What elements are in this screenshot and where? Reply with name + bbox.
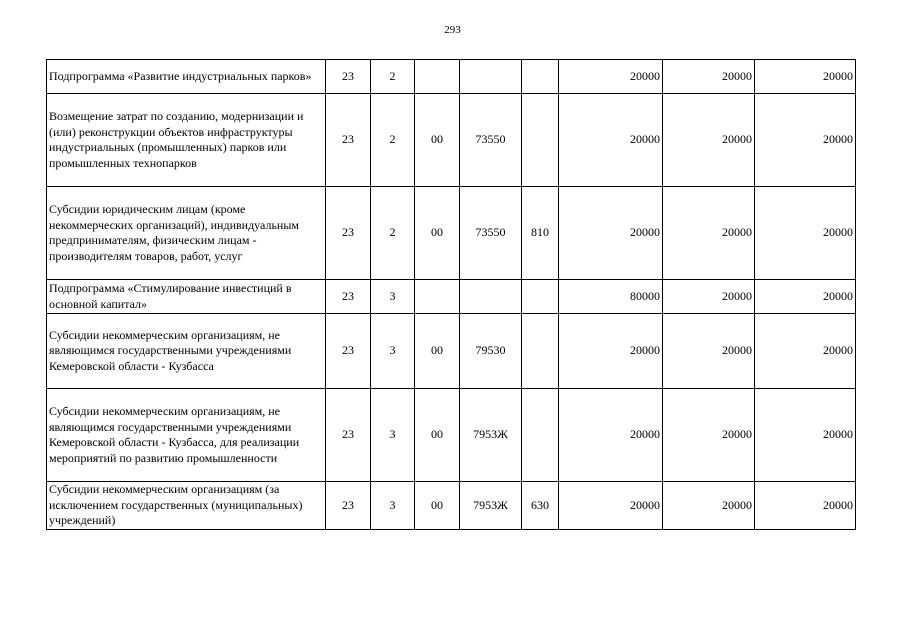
value-1-cell: 20000 xyxy=(559,60,663,94)
value-3-cell: 20000 xyxy=(755,482,856,530)
code-5-cell: 810 xyxy=(522,187,559,280)
value-1-cell: 20000 xyxy=(559,389,663,482)
value-1-cell: 20000 xyxy=(559,187,663,280)
table-row xyxy=(47,94,856,187)
code-2-cell: 3 xyxy=(371,314,415,389)
code-5-cell: 630 xyxy=(522,482,559,530)
code-4-cell: 7953Ж xyxy=(460,389,522,482)
table-row xyxy=(47,187,856,280)
value-1-cell: 20000 xyxy=(559,482,663,530)
row-name: Субсидии некоммерческим организациям (за исключением государственных (муниципальных) учреждений) xyxy=(47,482,326,530)
value-3-cell: 20000 xyxy=(755,94,856,187)
value-2-cell: 20000 xyxy=(663,389,755,482)
code-4-cell: 73550 xyxy=(460,94,522,187)
code-3-cell xyxy=(415,60,460,94)
table-row xyxy=(47,280,856,314)
code-5-cell xyxy=(522,314,559,389)
code-3-cell: 00 xyxy=(415,389,460,482)
code-1-cell: 23 xyxy=(326,60,371,94)
code-1-cell: 23 xyxy=(326,280,371,314)
code-5-cell xyxy=(522,94,559,187)
row-name: Подпрограмма «Развитие индустриальных парков» xyxy=(47,60,326,94)
value-3-cell: 20000 xyxy=(755,60,856,94)
value-1-cell: 20000 xyxy=(559,94,663,187)
code-5-cell xyxy=(522,60,559,94)
code-1-cell: 23 xyxy=(326,482,371,530)
value-2-cell: 20000 xyxy=(663,60,755,94)
value-3-cell: 20000 xyxy=(755,280,856,314)
code-2-cell: 2 xyxy=(371,187,415,280)
row-name: Субсидии некоммерческим организациям, не являющимся государственными учреждениями Кемеровской области - Кузбасса xyxy=(47,314,326,389)
row-name: Подпрограмма «Стимулирование инвестиций в основной капитал» xyxy=(47,280,326,314)
code-3-cell: 00 xyxy=(415,187,460,280)
value-2-cell: 20000 xyxy=(663,280,755,314)
value-3-cell: 20000 xyxy=(755,187,856,280)
table-row xyxy=(47,482,856,530)
code-3-cell: 00 xyxy=(415,482,460,530)
value-3-cell: 20000 xyxy=(755,389,856,482)
table-row xyxy=(47,389,856,482)
code-1-cell: 23 xyxy=(326,314,371,389)
code-2-cell: 3 xyxy=(371,280,415,314)
code-5-cell xyxy=(522,389,559,482)
code-1-cell: 23 xyxy=(326,94,371,187)
code-2-cell: 3 xyxy=(371,482,415,530)
value-1-cell: 20000 xyxy=(559,314,663,389)
code-1-cell: 23 xyxy=(326,389,371,482)
value-3-cell: 20000 xyxy=(755,314,856,389)
value-2-cell: 20000 xyxy=(663,187,755,280)
row-name: Возмещение затрат по созданию, модернизации и (или) реконструкции объектов инфраструктуры индустриальных (промышленных) парков или промышленных технопарков xyxy=(47,94,326,187)
code-5-cell xyxy=(522,280,559,314)
code-4-cell: 73550 xyxy=(460,187,522,280)
table-row xyxy=(47,60,856,94)
value-2-cell: 20000 xyxy=(663,314,755,389)
code-2-cell: 2 xyxy=(371,60,415,94)
code-1-cell: 23 xyxy=(326,187,371,280)
code-3-cell: 00 xyxy=(415,314,460,389)
code-2-cell: 2 xyxy=(371,94,415,187)
code-4-cell xyxy=(460,60,522,94)
code-3-cell xyxy=(415,280,460,314)
value-2-cell: 20000 xyxy=(663,482,755,530)
page-number: 293 xyxy=(444,24,461,36)
table-row xyxy=(47,314,856,389)
row-name: Субсидии юридическим лицам (кроме некоммерческих организаций), индивидуальным предпринимателям, физическим лицам - производителям товаров, работ, услуг xyxy=(47,187,326,280)
code-4-cell xyxy=(460,280,522,314)
code-4-cell: 79530 xyxy=(460,314,522,389)
code-3-cell: 00 xyxy=(415,94,460,187)
value-2-cell: 20000 xyxy=(663,94,755,187)
code-4-cell: 7953Ж xyxy=(460,482,522,530)
row-name: Субсидии некоммерческим организациям, не являющимся государственными учреждениями Кемеровской области - Кузбасса, для реализации мероприятий по развитию промышленности xyxy=(47,389,326,482)
code-2-cell: 3 xyxy=(371,389,415,482)
value-1-cell: 80000 xyxy=(559,280,663,314)
budget-table xyxy=(46,59,856,530)
